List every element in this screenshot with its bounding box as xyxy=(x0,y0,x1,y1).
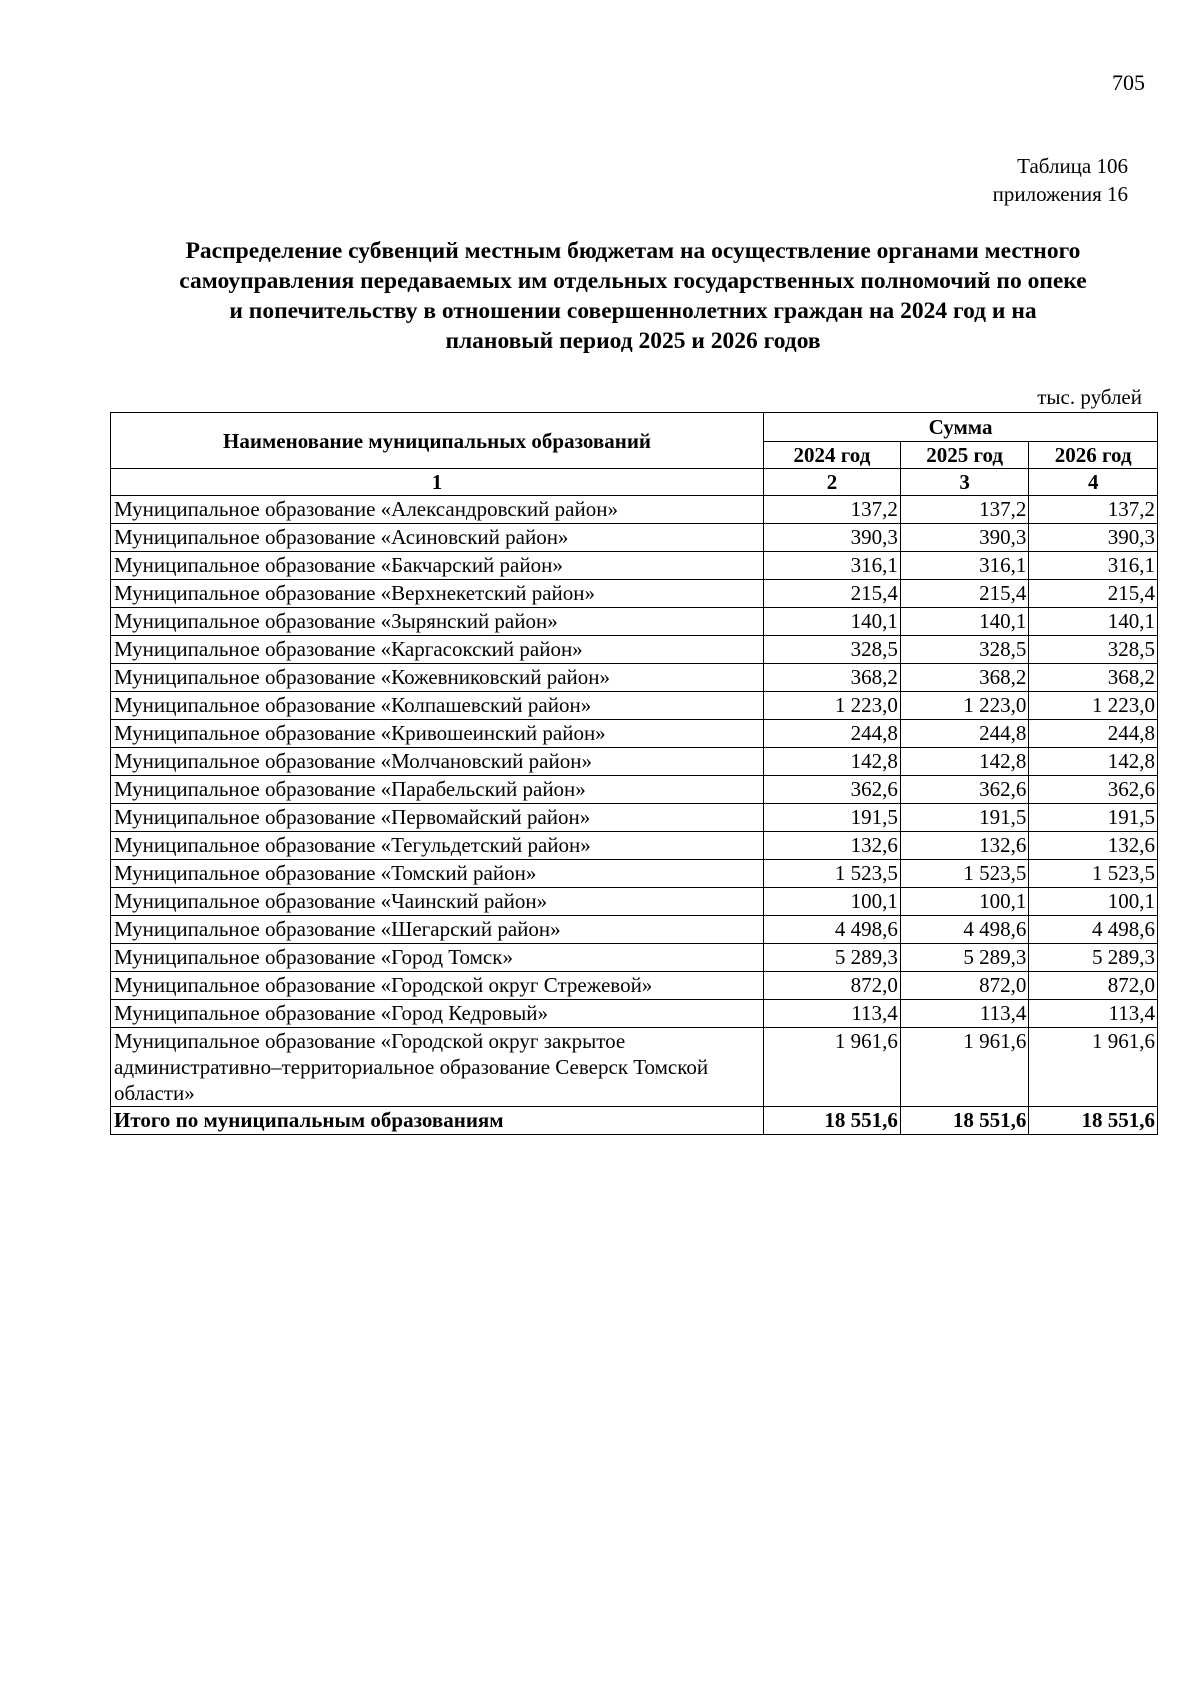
row-value-2024: 390,3 xyxy=(764,524,901,552)
row-value-2025: 872,0 xyxy=(900,972,1029,1000)
row-name: Муниципальное образование «Городской округ закрытое административно–территориальное образование Северск Томской области» xyxy=(111,1028,764,1107)
document-title-line4: плановый период 2025 и 2026 годов xyxy=(445,328,821,354)
row-value-2024: 137,2 xyxy=(764,496,901,524)
table-row xyxy=(111,804,1158,832)
row-value-2025: 1 223,0 xyxy=(900,692,1029,720)
table-row xyxy=(111,496,1158,524)
row-name: Муниципальное образование «Городской округ Стрежевой» xyxy=(111,972,764,1000)
row-value-2025: 1 523,5 xyxy=(900,860,1029,888)
row-value-2024: 872,0 xyxy=(764,972,901,1000)
table-row xyxy=(111,580,1158,608)
table-row xyxy=(111,1028,1158,1107)
total-row-name: Итого по муниципальным образованиям xyxy=(111,1107,764,1135)
row-value-2024: 1 223,0 xyxy=(764,692,901,720)
row-value-2025: 368,2 xyxy=(900,664,1029,692)
row-value-2025: 5 289,3 xyxy=(900,944,1029,972)
row-name: Муниципальное образование «Парабельский район» xyxy=(111,776,764,804)
document-title-line2: самоуправления передаваемых им отдельных государственных полномочий по опеке xyxy=(179,268,1087,294)
row-name: Муниципальное образование «Молчановский район» xyxy=(111,748,764,776)
row-value-2024: 140,1 xyxy=(764,608,901,636)
row-value-2026: 872,0 xyxy=(1029,972,1158,1000)
row-value-2024: 132,6 xyxy=(764,832,901,860)
header-col-number-3: 3 xyxy=(900,469,1029,496)
row-name: Муниципальное образование «Кривошеинский район» xyxy=(111,720,764,748)
row-value-2025: 328,5 xyxy=(900,636,1029,664)
table-row xyxy=(111,972,1158,1000)
total-row xyxy=(111,1107,1158,1135)
row-name: Муниципальное образование «Томский район» xyxy=(111,860,764,888)
row-value-2026: 1 223,0 xyxy=(1029,692,1158,720)
document-title-line1: Распределение субвенций местным бюджетам на осуществление органами местного xyxy=(185,238,1081,264)
row-name: Муниципальное образование «Александровский район» xyxy=(111,496,764,524)
table-row xyxy=(111,552,1158,580)
row-value-2026: 328,5 xyxy=(1029,636,1158,664)
row-value-2025: 316,1 xyxy=(900,552,1029,580)
row-name: Муниципальное образование «Город Кедровый» xyxy=(111,1000,764,1028)
row-name: Муниципальное образование «Зырянский район» xyxy=(111,608,764,636)
table-reference xyxy=(993,152,1128,208)
header-col-number-4: 4 xyxy=(1029,469,1158,496)
row-name: Муниципальное образование «Верхнекетский район» xyxy=(111,580,764,608)
row-value-2025: 137,2 xyxy=(900,496,1029,524)
row-value-2024: 4 498,6 xyxy=(764,916,901,944)
row-value-2026: 4 498,6 xyxy=(1029,916,1158,944)
table-reference-line2: приложения 16 xyxy=(992,182,1128,206)
header-sum: Сумма xyxy=(764,413,1158,442)
row-value-2026: 390,3 xyxy=(1029,524,1158,552)
row-value-2024: 328,5 xyxy=(764,636,901,664)
row-value-2025: 362,6 xyxy=(900,776,1029,804)
header-year-2025: 2025 год xyxy=(900,442,1029,469)
header-year-2024: 2024 год xyxy=(764,442,901,469)
row-name: Муниципальное образование «Чаинский район» xyxy=(111,888,764,916)
row-value-2024: 5 289,3 xyxy=(764,944,901,972)
row-value-2025: 140,1 xyxy=(900,608,1029,636)
row-value-2026: 368,2 xyxy=(1029,664,1158,692)
row-value-2025: 4 498,6 xyxy=(900,916,1029,944)
row-value-2025: 1 961,6 xyxy=(900,1028,1029,1107)
row-value-2025: 390,3 xyxy=(900,524,1029,552)
header-col-number-1: 1 xyxy=(111,469,764,496)
row-value-2025: 215,4 xyxy=(900,580,1029,608)
table-row xyxy=(111,776,1158,804)
table-row xyxy=(111,860,1158,888)
row-value-2026: 137,2 xyxy=(1029,496,1158,524)
row-value-2026: 244,8 xyxy=(1029,720,1158,748)
document-title-line3: и попечительству в отношении совершеннолетних граждан на 2024 год и на xyxy=(229,298,1037,324)
row-value-2025: 191,5 xyxy=(900,804,1029,832)
table-row xyxy=(111,692,1158,720)
row-name: Муниципальное образование «Колпашевский район» xyxy=(111,692,764,720)
row-value-2025: 132,6 xyxy=(900,832,1029,860)
total-value-2024: 18 551,6 xyxy=(764,1107,901,1135)
row-name: Муниципальное образование «Бакчарский район» xyxy=(111,552,764,580)
document-title xyxy=(110,236,1156,356)
table-row xyxy=(111,608,1158,636)
row-value-2026: 140,1 xyxy=(1029,608,1158,636)
table-row xyxy=(111,720,1158,748)
table-row xyxy=(111,748,1158,776)
unit-label: тыс. рублей xyxy=(1037,385,1142,409)
table-reference-line1: Таблица 106 xyxy=(1017,154,1128,178)
row-name: Муниципальное образование «Асиновский район» xyxy=(111,524,764,552)
row-value-2026: 100,1 xyxy=(1029,888,1158,916)
header-col-number-2: 2 xyxy=(764,469,901,496)
row-value-2026: 132,6 xyxy=(1029,832,1158,860)
row-name: Муниципальное образование «Первомайский район» xyxy=(111,804,764,832)
row-value-2024: 244,8 xyxy=(764,720,901,748)
table-row xyxy=(111,524,1158,552)
row-value-2026: 362,6 xyxy=(1029,776,1158,804)
row-name: Муниципальное образование «Шегарский район» xyxy=(111,916,764,944)
row-name: Муниципальное образование «Каргасокский район» xyxy=(111,636,764,664)
row-value-2024: 368,2 xyxy=(764,664,901,692)
row-value-2026: 215,4 xyxy=(1029,580,1158,608)
row-value-2025: 100,1 xyxy=(900,888,1029,916)
table-row xyxy=(111,636,1158,664)
header-year-2026: 2026 год xyxy=(1029,442,1158,469)
row-value-2026: 1 523,5 xyxy=(1029,860,1158,888)
subvention-table xyxy=(110,412,1158,1135)
header-name-column: Наименование муниципальных образований xyxy=(111,413,764,469)
row-value-2026: 5 289,3 xyxy=(1029,944,1158,972)
page-number: 705 xyxy=(1112,70,1145,95)
row-value-2025: 244,8 xyxy=(900,720,1029,748)
row-name: Муниципальное образование «Кожевниковский район» xyxy=(111,664,764,692)
row-value-2026: 191,5 xyxy=(1029,804,1158,832)
row-value-2024: 1 961,6 xyxy=(764,1028,901,1107)
row-value-2024: 100,1 xyxy=(764,888,901,916)
row-name: Муниципальное образование «Тегульдетский район» xyxy=(111,832,764,860)
row-value-2025: 142,8 xyxy=(900,748,1029,776)
row-value-2026: 1 961,6 xyxy=(1029,1028,1158,1107)
table-row xyxy=(111,888,1158,916)
total-value-2025: 18 551,6 xyxy=(900,1107,1029,1135)
row-value-2026: 316,1 xyxy=(1029,552,1158,580)
row-value-2025: 113,4 xyxy=(900,1000,1029,1028)
table-row xyxy=(111,1000,1158,1028)
row-value-2024: 316,1 xyxy=(764,552,901,580)
row-value-2024: 142,8 xyxy=(764,748,901,776)
table-row xyxy=(111,916,1158,944)
row-value-2024: 191,5 xyxy=(764,804,901,832)
row-value-2026: 113,4 xyxy=(1029,1000,1158,1028)
row-value-2024: 1 523,5 xyxy=(764,860,901,888)
table-row xyxy=(111,944,1158,972)
total-value-2026: 18 551,6 xyxy=(1029,1107,1158,1135)
row-value-2024: 215,4 xyxy=(764,580,901,608)
row-value-2026: 142,8 xyxy=(1029,748,1158,776)
row-value-2024: 362,6 xyxy=(764,776,901,804)
row-name: Муниципальное образование «Город Томск» xyxy=(111,944,764,972)
row-value-2024: 113,4 xyxy=(764,1000,901,1028)
table-row xyxy=(111,832,1158,860)
table-row xyxy=(111,664,1158,692)
